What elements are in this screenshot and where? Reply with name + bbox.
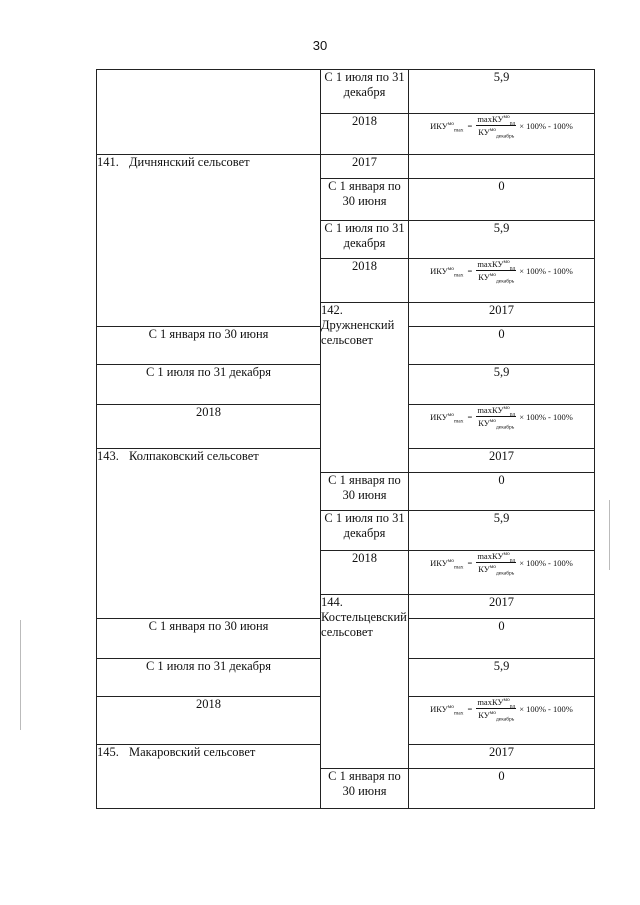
formula-num-sub: рд bbox=[509, 411, 516, 418]
formula-den-sub: декабрь bbox=[495, 278, 515, 285]
period-text: 2018 bbox=[352, 259, 377, 273]
period-text: С 1 января по 30 июня bbox=[148, 327, 269, 341]
formula-den-sup: мо bbox=[489, 418, 496, 425]
period-cell bbox=[97, 659, 321, 697]
value-cell bbox=[409, 155, 595, 179]
value-text: 0 bbox=[498, 619, 505, 633]
formula-denominator bbox=[478, 126, 515, 140]
municipality-number: 141. bbox=[97, 155, 119, 169]
formula-lhs bbox=[430, 120, 464, 134]
value-cell bbox=[409, 221, 595, 259]
formula-lhs-sup: мо bbox=[447, 120, 455, 127]
formula-denominator bbox=[478, 563, 515, 577]
formula-den-sub: декабрь bbox=[495, 133, 515, 140]
formula-den-sub: декабрь bbox=[495, 716, 515, 723]
value-cell bbox=[409, 511, 595, 551]
period-cell bbox=[97, 619, 321, 659]
value-cell bbox=[409, 70, 595, 114]
formula-lhs-sup: мо bbox=[447, 703, 455, 710]
period-text: С 1 июля по 31 декабря bbox=[324, 511, 405, 540]
formula-equals: = bbox=[467, 557, 473, 568]
formula-numerator bbox=[476, 551, 516, 563]
formula-lhs-text: ИКУ bbox=[430, 411, 448, 422]
formula-lhs-sub: max bbox=[454, 418, 464, 425]
municipality-cell bbox=[97, 155, 321, 327]
formula-num-text: maxКУ bbox=[477, 405, 504, 415]
value-text: 5,9 bbox=[493, 221, 510, 235]
value-text: 5,9 bbox=[493, 659, 510, 673]
period-text: 2018 bbox=[196, 697, 221, 711]
value-cell bbox=[409, 327, 595, 365]
formula-tail: × 100% - 100% bbox=[519, 411, 573, 422]
value-text: 0 bbox=[498, 473, 505, 487]
formula-lhs-sub: max bbox=[454, 710, 464, 717]
formula-denominator bbox=[478, 709, 515, 723]
period-cell bbox=[97, 327, 321, 365]
formula-lhs bbox=[430, 265, 464, 279]
formula-denominator bbox=[478, 417, 515, 431]
period-text: С 1 января по 30 июня bbox=[328, 769, 401, 798]
municipality-name: Макаровский сельсовет bbox=[129, 745, 256, 759]
formula-den-text: КУ bbox=[478, 127, 490, 137]
formula-den-sup: мо bbox=[489, 710, 496, 717]
formula-numerator bbox=[476, 697, 516, 709]
period-text: С 1 января по 30 июня bbox=[328, 179, 401, 208]
period-text: 2017 bbox=[489, 449, 514, 463]
value-text: 5,9 bbox=[493, 70, 510, 84]
formula-lhs-sub: max bbox=[454, 127, 464, 134]
formula-cell bbox=[409, 114, 595, 155]
period-text: С 1 января по 30 июня bbox=[328, 473, 401, 502]
formula-tail: × 100% - 100% bbox=[519, 265, 573, 276]
formula-fraction bbox=[476, 114, 516, 140]
formula-den-text: КУ bbox=[478, 710, 490, 720]
period-text: 2018 bbox=[196, 405, 221, 419]
formula-cell bbox=[409, 551, 595, 595]
formula-den-sub: декабрь bbox=[495, 570, 515, 577]
value-cell bbox=[409, 619, 595, 659]
value-text: 0 bbox=[498, 327, 505, 341]
period-cell bbox=[409, 595, 595, 619]
period-text: 2017 bbox=[489, 595, 514, 609]
formula-den-text: КУ bbox=[478, 418, 490, 428]
period-text: С 1 января по 30 июня bbox=[148, 619, 269, 633]
municipality-name: Дичнянский сельсовет bbox=[129, 155, 250, 169]
municipality-number: 143. bbox=[97, 449, 119, 463]
formula-den-sup: мо bbox=[489, 127, 496, 134]
municipality-number: 145. bbox=[97, 745, 119, 759]
formula-numerator bbox=[476, 114, 516, 126]
municipality-cell bbox=[321, 595, 409, 769]
formula-num-sup: мо bbox=[503, 697, 510, 704]
value-cell bbox=[409, 179, 595, 221]
formula-equals: = bbox=[467, 265, 473, 276]
formula-num-sub: рд bbox=[509, 120, 516, 127]
value-text: 5,9 bbox=[493, 511, 510, 525]
tariff-table bbox=[96, 69, 595, 809]
period-text: 2017 bbox=[489, 303, 514, 317]
period-text: С 1 июля по 31 декабря bbox=[324, 70, 405, 99]
formula-den-sup: мо bbox=[489, 272, 496, 279]
formula-lhs-text: ИКУ bbox=[430, 703, 448, 714]
period-cell bbox=[321, 259, 409, 303]
table-row bbox=[97, 70, 595, 114]
formula-equals: = bbox=[467, 703, 473, 714]
period-text: 2018 bbox=[352, 551, 377, 565]
formula-den-text: КУ bbox=[478, 564, 490, 574]
formula-numerator bbox=[476, 259, 516, 271]
value-cell bbox=[409, 769, 595, 809]
formula-lhs-text: ИКУ bbox=[430, 120, 448, 131]
period-cell bbox=[321, 551, 409, 595]
formula-tail: × 100% - 100% bbox=[519, 703, 573, 714]
scan-artifact-left bbox=[20, 620, 21, 730]
period-cell bbox=[97, 697, 321, 745]
formula-tail: × 100% - 100% bbox=[519, 120, 573, 131]
formula bbox=[409, 114, 594, 140]
formula-num-sub: рд bbox=[509, 703, 516, 710]
value-cell bbox=[409, 473, 595, 511]
formula-num-sub: рд bbox=[509, 557, 516, 564]
table-row bbox=[97, 155, 595, 179]
formula bbox=[409, 259, 594, 285]
municipality-name: Костельцевский сельсовет bbox=[321, 610, 407, 639]
formula-fraction bbox=[476, 551, 516, 577]
period-cell bbox=[409, 303, 595, 327]
formula bbox=[409, 405, 594, 431]
formula-equals: = bbox=[467, 411, 473, 422]
value-cell bbox=[409, 365, 595, 405]
formula-lhs-sub: max bbox=[454, 564, 464, 571]
formula-num-text: maxКУ bbox=[477, 114, 504, 124]
period-text: 2017 bbox=[352, 155, 377, 169]
formula-lhs bbox=[430, 411, 464, 425]
period-text: 2018 bbox=[352, 114, 377, 128]
municipality-cell bbox=[321, 303, 409, 473]
formula-den-sup: мо bbox=[489, 564, 496, 571]
formula bbox=[409, 551, 594, 577]
page-number: 30 bbox=[312, 38, 328, 53]
formula-tail: × 100% - 100% bbox=[519, 557, 573, 568]
municipality-name: Дружненский сельсовет bbox=[321, 318, 395, 347]
formula-num-text: maxКУ bbox=[477, 551, 504, 561]
municipality-cell bbox=[97, 449, 321, 619]
formula-num-sup: мо bbox=[503, 551, 510, 558]
formula-num-sup: мо bbox=[503, 405, 510, 412]
formula-num-text: maxКУ bbox=[477, 259, 504, 269]
value-cell bbox=[409, 659, 595, 697]
period-cell bbox=[321, 221, 409, 259]
formula-cell bbox=[409, 697, 595, 745]
formula-cell bbox=[409, 259, 595, 303]
formula-fraction bbox=[476, 697, 516, 723]
period-text: С 1 июля по 31 декабря bbox=[145, 365, 272, 379]
formula-den-text: КУ bbox=[478, 272, 490, 282]
period-text: С 1 июля по 31 декабря bbox=[145, 659, 272, 673]
period-cell bbox=[321, 473, 409, 511]
period-text: 2017 bbox=[489, 745, 514, 759]
formula-lhs bbox=[430, 703, 464, 717]
period-cell bbox=[321, 511, 409, 551]
formula-lhs-sup: мо bbox=[447, 557, 455, 564]
formula-lhs-sup: мо bbox=[447, 265, 455, 272]
period-cell bbox=[409, 745, 595, 769]
period-cell bbox=[97, 405, 321, 449]
formula-fraction bbox=[476, 405, 516, 431]
scan-artifact-right bbox=[609, 500, 610, 570]
value-text: 0 bbox=[498, 769, 505, 783]
period-cell bbox=[97, 365, 321, 405]
formula-lhs-sub: max bbox=[454, 272, 464, 279]
value-text: 0 bbox=[498, 179, 505, 193]
period-cell bbox=[409, 449, 595, 473]
formula bbox=[409, 697, 594, 723]
formula-lhs-text: ИКУ bbox=[430, 265, 448, 276]
formula-lhs-sup: мо bbox=[447, 411, 455, 418]
period-text: С 1 июля по 31 декабря bbox=[324, 221, 405, 250]
formula-fraction bbox=[476, 259, 516, 285]
period-cell bbox=[321, 155, 409, 179]
municipality-number: 144. bbox=[321, 595, 343, 609]
period-cell bbox=[321, 769, 409, 809]
formula-cell bbox=[409, 405, 595, 449]
formula-num-text: maxКУ bbox=[477, 697, 504, 707]
period-cell bbox=[321, 114, 409, 155]
period-cell bbox=[321, 70, 409, 114]
formula-num-sup: мо bbox=[503, 114, 510, 121]
formula-den-sub: декабрь bbox=[495, 424, 515, 431]
period-cell bbox=[321, 179, 409, 221]
formula-lhs-text: ИКУ bbox=[430, 557, 448, 568]
formula-lhs bbox=[430, 557, 464, 571]
municipality-cell bbox=[97, 70, 321, 155]
formula-num-sup: мо bbox=[503, 259, 510, 266]
formula-numerator bbox=[476, 405, 516, 417]
formula-denominator bbox=[478, 271, 515, 285]
formula-num-sub: рд bbox=[509, 265, 516, 272]
municipality-cell bbox=[97, 745, 321, 809]
municipality-number: 142. bbox=[321, 303, 343, 317]
value-text: 5,9 bbox=[493, 365, 510, 379]
formula-equals: = bbox=[467, 120, 473, 131]
municipality-name: Колпаковский сельсовет bbox=[129, 449, 259, 463]
